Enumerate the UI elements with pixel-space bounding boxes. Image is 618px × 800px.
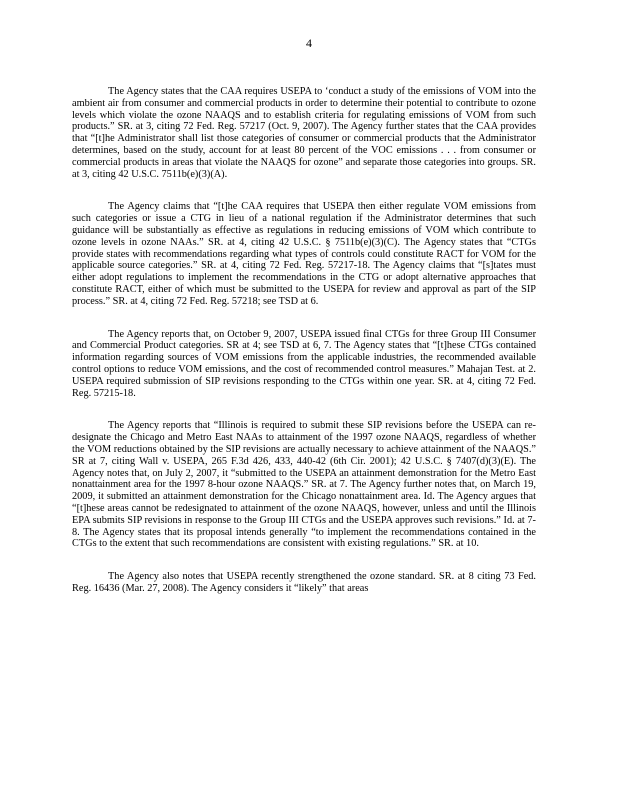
paragraph-sip-revisions: The Agency reports that “Illinois is required to submit these SIP revisions before the USEPA can re-designate the Chicago and Metro East NAAs to attainment of the 1997 ozone NAAQS, regardless of whether the VOM reductions obtained by the SIP revisions are actually necessary to achieve attainment of the NAAQS.” SR at 7, citing Wall v. USEPA, 265 F.3d 426, 433, 440-42 (6th Cir. 2001); 42 U.S.C. § 7407(d)(3)(E). The Agency notes that, on July 2, 2007, it “submitted to the USEPA an attainment demonstration for the Metro East nonattainment area for the 1997 8-hour ozone NAAQS.” SR. at 7. The Agency further notes that, on March 19, 2009, it submitted an attainment demonstration for the Chicago nonattainment area. Id. The Agency argues that “[t]hese areas cannot be redesignated to attainment of the ozone NAAQS, however, unless and until the Illinois EPA submits SIP revisions in response to the Group III CTGs and the USEPA approves such revisions.” Id. at 7-8. The Agency states that its proposal intends generally “to implement the recommendations contained in the CTGs to the extent that such recommendations are consistent with existing regulations.” SR. at 10. [72, 420, 536, 550]
paragraph-ctg-regulation: The Agency claims that “[t]he CAA requires that USEPA then either regulate VOM emissions from such categories or issue a CTG in lieu of a national regulation if the Administrator determines that such guidance will be substantially as effective as regulations in reducing emissions of VOM which contribute to ozone levels in ozone NAAs.” SR. at 4, citing 42 U.S.C. § 7511b(e)(3)(C). The Agency states that “CTGs provide states with recommendations regarding what types of controls could constitute RACT for VOM for the applicable source categories.” SR. at 4, citing 72 Fed. Reg. 57217-18. The Agency claims that “[s]tates must either adopt regulations to implement the recommendations in the CTG or adopt alternative approaches that constitute RACT, either of which must be submitted to the USEPA for review and approval as part of the SIP process.” SR. at 4, citing 72 Fed. Reg. 57218; see TSD at 6. [72, 201, 536, 307]
paragraph-caa-study: The Agency states that the CAA requires USEPA to ‘conduct a study of the emissions of VOM into the ambient air from consumer and commercial products in order to determine their potential to contribute to ozone levels which violate the ozone NAAQS and to establish criteria for regulating emissions of VOM from such products.” SR. at 3, citing 72 Fed. Reg. 57217 (Oct. 9, 2007). The Agency further states that the CAA provides that “[t]he Administrator shall list those categories of consumer or commercial products that the Administrator determines, based on the study, account for at least 80 percent of the VOC emissions . . . from consumer or commercial products in areas that violate the NAAQS for ozone” and separate those categories into groups. SR. at 3, citing 42 U.S.C. 7511b(e)(3)(A). [72, 86, 536, 180]
paragraph-ozone-standard: The Agency also notes that USEPA recently strengthened the ozone standard. SR. at 8 citing 73 Fed. Reg. 16436 (Mar. 27, 2008). The Agency considers it “likely” that areas [72, 571, 536, 594]
paragraph-group-iii-ctgs: The Agency reports that, on October 9, 2007, USEPA issued final CTGs for three Group III Consumer and Commercial Product categories. SR at 4; see TSD at 6, 7. The Agency states that “[t]hese CTGs contained information regarding sources of VOM emissions from the applicable industries, the recommended available control options to reduce VOM emissions, and the cost of recommended control measures.” Mahajan Test. at 2. USEPA required submission of SIP revisions responding to the CTGs within one year. SR. at 4, citing 72 Fed. Reg. 57215-18. [72, 328, 536, 399]
body-text [72, 86, 536, 616]
page-number: 4 [306, 36, 312, 50]
